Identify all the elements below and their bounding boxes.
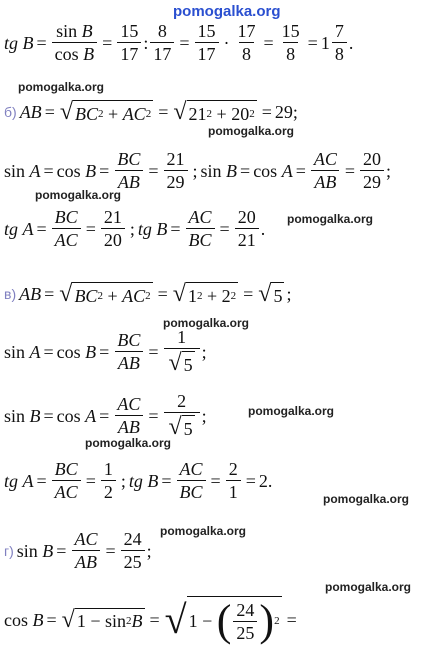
equation-sin-b: sin A = cos B = $\frac{BC}{AB}$ = $\frac{21}{29}$ ; sin B = cos A = $\frac{AC}{AB}$ = $\frac{20}{29}$ ;: [4, 149, 392, 192]
equation-sin-a-v: sin A = cos B = $\frac{BC}{AB}$ = 1 √ 5 ;: [4, 327, 207, 376]
watermark: pomogalka.org: [18, 80, 105, 94]
equation-tg-v: tg A = $\frac{BC}{AC}$ = $\frac{1}{2}$ ; tg B = $\frac{AC}{BC}$ = $\frac{2}{1}$ = 2 .: [4, 459, 273, 502]
func-tg: tg: [4, 32, 19, 53]
square-root: √ 1 − ( $\frac{24}{25}$ ) 2: [164, 596, 280, 645]
fraction: $\frac{1}{2}$: [101, 460, 116, 501]
fraction: $\frac{AC}{BC}$: [186, 208, 215, 249]
fraction: $\frac{\text{sin B}}{\text{cos B}}$: [52, 22, 98, 63]
square-root: √ 5: [258, 281, 283, 307]
fraction: $\frac{20}{29}$: [360, 150, 384, 191]
fraction: 2 √ 5: [164, 392, 200, 439]
fraction: $\frac{17}{8}$: [237, 21, 256, 64]
watermark: pomogalka.org: [163, 316, 250, 330]
part-label-b: б): [4, 104, 17, 120]
fraction: $\frac{AC}{AB}$: [114, 395, 143, 436]
watermark: pomogalka.org: [248, 404, 335, 418]
equation-ab-v: в) AB = √ BC 2 + AC 2 = √ 1 2 + 2 2 = √ 5 ;: [4, 281, 292, 307]
fraction: $\frac{15}{8}$: [281, 21, 300, 64]
fraction: $\frac{2}{1}$: [226, 460, 241, 501]
fraction: $\frac{21}{29}$: [164, 150, 188, 191]
fraction: $\frac{15}{17}$: [117, 22, 141, 63]
fraction: $\frac{BC}{AC}$: [52, 460, 81, 501]
fraction: $\frac{24}{25}$: [121, 530, 145, 571]
fraction: $\frac{AC}{BC}$: [177, 460, 206, 501]
part-label-g: г): [4, 542, 14, 559]
watermark: pomogalka.org: [85, 436, 172, 450]
part-label-v: в): [4, 286, 17, 302]
fraction: 1 √ 5: [164, 328, 200, 375]
equation-tg-b-a: tg B = $\frac{\text{sin B}}{\text{cos B}}$ = $\frac{15}{17}$ : $\frac{8}{17}$ = $\frac{15}{17}$ · $\frac{17}{8}$ = $\frac{15}{8}$ = 1 $\frac{7}{8}$ .: [4, 21, 354, 64]
fraction: $\frac{BC}{AC}$: [52, 208, 81, 249]
fraction: $\frac{20}{21}$: [235, 208, 259, 249]
watermark: pomogalka.org: [323, 492, 410, 506]
watermark: pomogalka.org: [35, 188, 122, 202]
fraction: $\frac{8}{17}$: [150, 22, 174, 63]
mixed-number: 1 $\frac{7}{8}$: [321, 22, 349, 63]
fraction: $\frac{AC}{AB}$: [71, 530, 100, 571]
watermark: pomogalka.org: [160, 524, 247, 538]
watermark: pomogalka.org: [208, 124, 295, 138]
watermark: pomogalka.org: [287, 212, 374, 226]
square-root: √ 21 2 + 20 2: [173, 99, 255, 125]
fraction: $\frac{15}{17}$: [195, 22, 219, 63]
square-root: √ BC 2 + AC 2: [59, 281, 151, 307]
square-root: √ 1 − sin 2 B: [61, 606, 143, 633]
fraction: $\frac{BC}{AB}$: [114, 150, 143, 191]
fraction: $\frac{AC}{AB}$: [311, 150, 340, 191]
equation-tg-b: tg A = $\frac{BC}{AC}$ = $\frac{21}{20}$ ; tg B = $\frac{AC}{BC}$ = $\frac{20}{21}$ .: [4, 207, 266, 250]
equation-sin-b-v: sin B = cos A = $\frac{AC}{AB}$ = 2 √ 5 ;: [4, 391, 207, 440]
equation-ab-b: б) AB = √ BC 2 + AC 2 = √ 21 2 + 20 2 = 29 ;: [4, 99, 298, 125]
fraction: $\frac{BC}{AB}$: [114, 331, 143, 372]
fraction: $\frac{21}{20}$: [101, 208, 125, 249]
equation-sin-b-g: г) sin B = $\frac{AC}{AB}$ = $\frac{24}{25}$ ;: [4, 529, 152, 572]
equation-cos-b-g: cos B = √ 1 − sin 2 B = √ 1 − ( $\frac{24}{25}$ ) 2 =: [4, 596, 297, 645]
watermark-top: pomogalka.org: [173, 3, 281, 20]
square-root: √ 1 2 + 2 2: [172, 281, 237, 307]
square-root: √ BC 2 + AC 2: [59, 99, 152, 125]
watermark: pomogalka.org: [325, 580, 412, 594]
